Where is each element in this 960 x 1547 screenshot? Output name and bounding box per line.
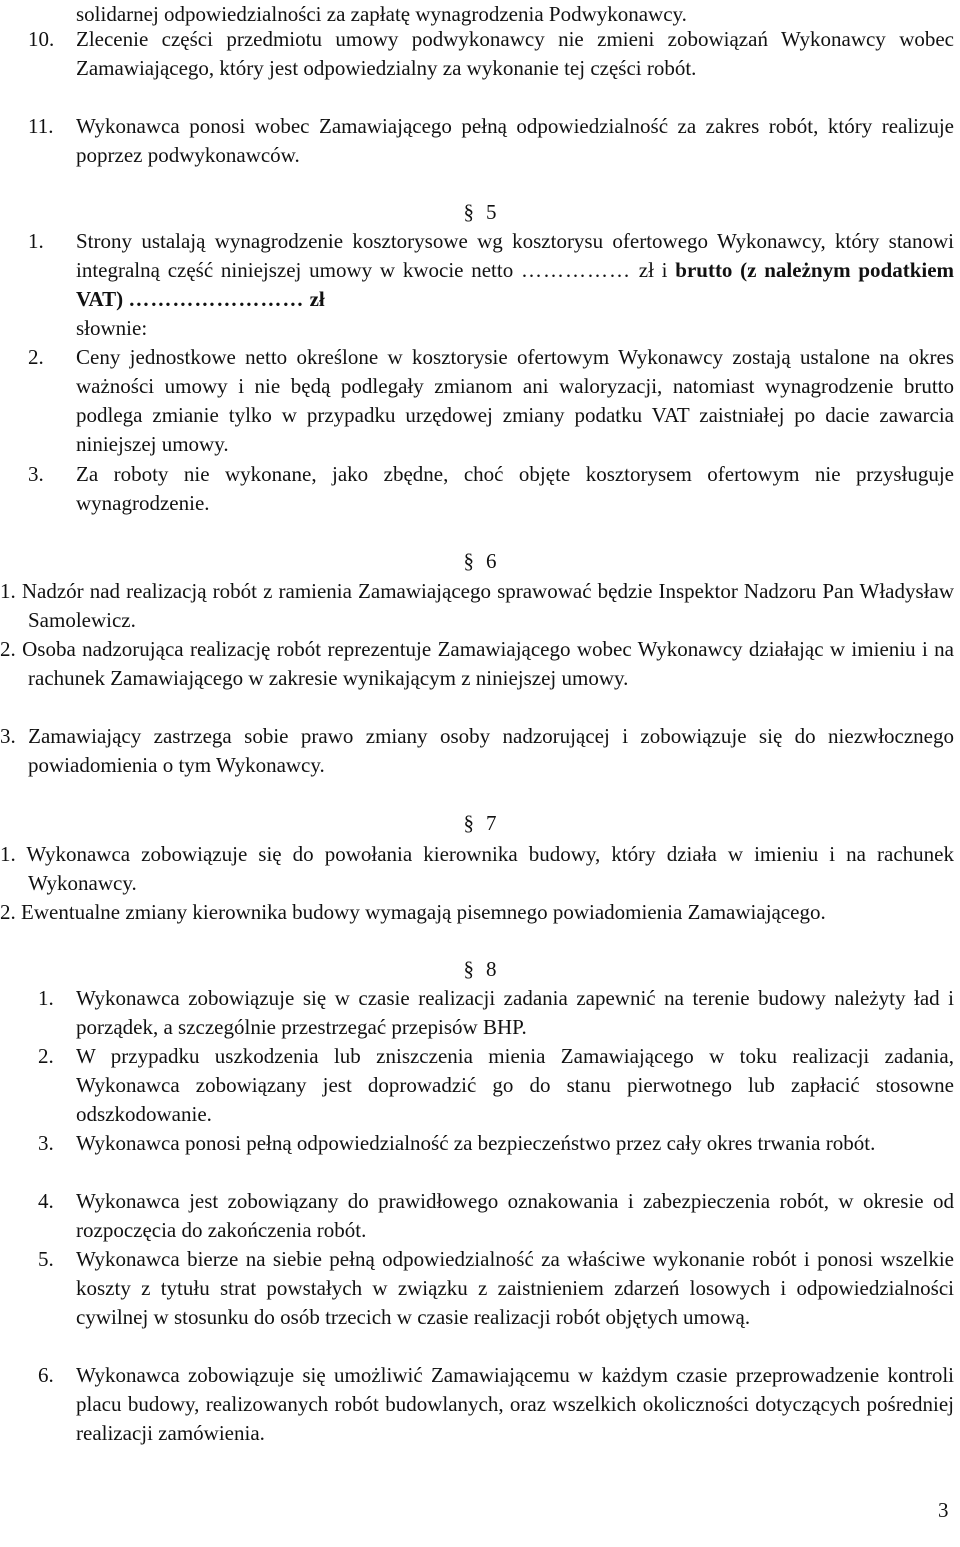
section-number: 8 (486, 957, 497, 981)
section-symbol: § (463, 200, 474, 224)
paragraph-11 (28, 112, 954, 170)
paragraph-text: Wykonawca zobowiązuje się umożliwić Zamawiającemu w każdym czasie przeprowadzenie kontroli placu budowy, realizowanych robót budowlanych, oraz wszelkich okoliczności dotyczących pośredniej realizacji zamówienia. (76, 1363, 954, 1445)
section-heading-7 (440, 809, 520, 838)
paragraph-number: 3. (28, 462, 44, 486)
amount-in-words-label: słownie: (76, 316, 148, 340)
section-heading-5 (440, 198, 520, 227)
paragraph-text: 2. Ewentualne zmiany kierownika budowy wymagają pisemnego powiadomienia Zamawiającego. (0, 900, 826, 924)
paragraph-text (28, 227, 954, 343)
s7-paragraph-2 (0, 898, 954, 927)
s8-paragraph-3 (38, 1129, 954, 1158)
paragraph-text: Wykonawca zobowiązuje się w czasie realizacji zadania zapewnić na terenie budowy należyty ład i porządek, a szczególnie przestrzegać przepisów BHP. (76, 986, 954, 1039)
paragraph-text: 1. Nadzór nad realizacją robót z ramienia Zamawiającego sprawować będzie Inspektor Nadzoru Pan Władysław Samolewicz. (0, 579, 954, 632)
paragraph-text: Wykonawca bierze na siebie pełną odpowiedzialność za właściwe wykonanie robót i ponosi wszelkie koszty z tytułu strat powstałych w związku z zaistnieniem zdarzeń losowych i odpowiedzialności cywilnej w stosunku do osób trzecich w czasie realizacji robót objętych umową. (76, 1247, 954, 1329)
paragraph-text: W przypadku uszkodzenia lub zniszczenia mienia Zamawiającego w toku realizacji zadania, Wykonawca zobowiązany jest doprowadzić go do stanu pierwotnego lub zapłacić stosowne odszkodowanie. (76, 1044, 954, 1126)
paragraph-text: Wykonawca ponosi wobec Zamawiającego pełną odpowiedzialność za zakres robót, który realizuje poprzez podwykonawców. (76, 114, 954, 167)
paragraph-number: 1. (38, 986, 54, 1010)
s5-paragraph-3 (28, 460, 954, 518)
section-heading-8 (440, 955, 520, 984)
net-amount-blank: …………… (520, 258, 631, 282)
section-symbol: § (463, 957, 474, 981)
section-symbol: § (463, 549, 474, 573)
paragraph-number: 10. (28, 27, 55, 51)
paragraph-text: Wykonawca ponosi pełną odpowiedzialność za bezpieczeństwo przez cały okres trwania robót. (76, 1131, 876, 1155)
s5-paragraph-2 (28, 343, 954, 459)
paragraph-text: Za roboty nie wykonane, jako zbędne, choć objęte kosztorysem ofertowym nie przysługuje wynagrodzenie. (76, 462, 954, 515)
s8-paragraph-4 (38, 1187, 954, 1245)
page-number: 3 (938, 1498, 949, 1522)
section-number: 5 (486, 200, 497, 224)
gross-amount-unit: zł (309, 287, 325, 311)
s7-paragraph-1 (0, 840, 954, 898)
paragraph-number: 3. (38, 1131, 54, 1155)
s8-paragraph-5 (38, 1245, 954, 1332)
s5-paragraph-1 (28, 227, 954, 343)
paragraph-continuation: solidarnej odpowiedzialności za zapłatę wynagrodzenia Podwykonawcy. (76, 2, 687, 26)
paragraph-10 (28, 25, 954, 83)
gross-prefix: i (661, 258, 676, 282)
section-number: 7 (486, 811, 497, 835)
remuneration-text: Strony ustalają wynagrodzenie kosztorysowe wg kosztorysu ofertowego Wykonawcy, który stanowi integralną część niniejszej umowy w kwocie netto (76, 229, 954, 282)
paragraph-text: Wykonawca jest zobowiązany do prawidłowego oznakowania i zabezpieczenia robót, w okresie od rozpoczęcia do zakończenia robót. (76, 1189, 954, 1242)
paragraph-text: Ceny jednostkowe netto określone w kosztorysie ofertowym Wykonawcy zostają ustalone na okres ważności umowy i nie będą podlegały zmianom ani waloryzacji, natomiast wynagrodzenie brutto podlega zmianie tylko w przypadku urzędowej zmiany podatku VAT zaistniałej po dacie zawarcia niniejszej umowy. (76, 345, 954, 456)
paragraph-text: 3. Zamawiający zastrzega sobie prawo zmiany osoby nadzorującej i zobowiązuje się do niezwłocznego powiadomienia o tym Wykonawcy. (0, 724, 954, 777)
s6-paragraph-3 (0, 722, 954, 780)
paragraph-number: 4. (38, 1189, 54, 1213)
s8-paragraph-2 (38, 1042, 954, 1129)
section-number: 6 (486, 549, 497, 573)
paragraph-number: 2. (28, 345, 44, 369)
paragraph-number: 11. (28, 114, 54, 138)
gross-amount-blank: …………………… (128, 287, 305, 311)
paragraph-number: 5. (38, 1247, 54, 1271)
s6-paragraph-1 (0, 577, 954, 635)
s6-paragraph-2 (0, 635, 954, 693)
section-symbol: § (463, 811, 474, 835)
section-heading-6 (440, 547, 520, 576)
paragraph-text: Zlecenie części przedmiotu umowy podwykonawcy nie zmieni zobowiązań Wykonawcy wobec Zamawiającego, który jest odpowiedzialny za wykonanie tej części robót. (76, 27, 954, 80)
s8-paragraph-1 (38, 984, 954, 1042)
paragraph-text: 2. Osoba nadzorująca realizację robót reprezentuje Zamawiającego wobec Wykonawcy działając w imieniu i na rachunek Zamawiającego w zakresie wynikającym z niniejszej umowy. (0, 637, 954, 690)
paragraph-number: 6. (38, 1363, 54, 1387)
s8-paragraph-6 (38, 1361, 954, 1448)
paragraph-number: 1. (28, 229, 44, 253)
paragraph-number: 2. (38, 1044, 54, 1068)
gross-label: brutto (z należnym podatkiem VAT) (76, 258, 955, 311)
paragraph-text: 1. Wykonawca zobowiązuje się do powołania kierownika budowy, który działa w imieniu i na rachunek Wykonawcy. (0, 842, 954, 895)
net-amount-unit: zł (638, 258, 654, 282)
